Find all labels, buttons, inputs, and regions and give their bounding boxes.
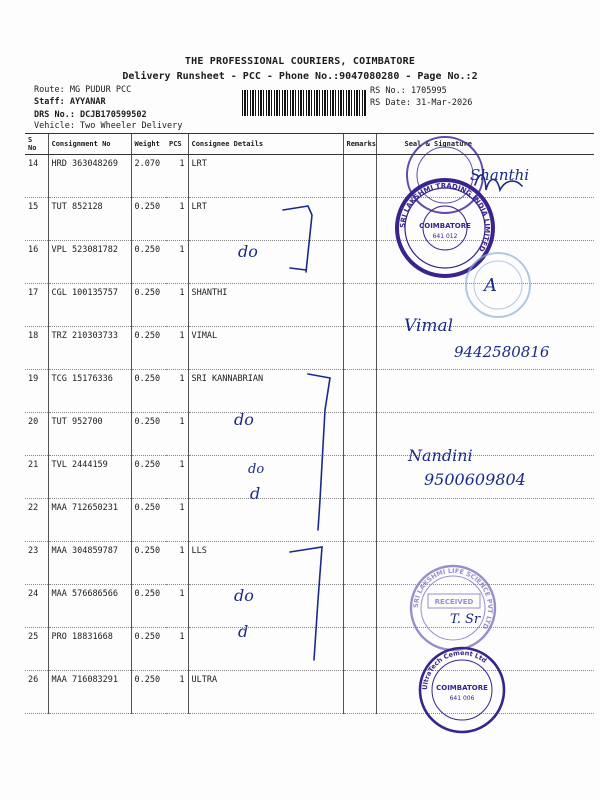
- stamp-lakshmi-2: [397, 180, 493, 276]
- cell-sno: 26: [25, 671, 48, 714]
- phone-row-18: 9442580816: [454, 343, 550, 361]
- cell-sno: 22: [25, 499, 48, 542]
- cell-consignee: LRT: [188, 198, 343, 241]
- cell-sno: 19: [25, 370, 48, 413]
- rs-number: RS No.: 1705995: [370, 86, 447, 96]
- col-consignee: Consignee Details: [188, 134, 343, 155]
- cell-consignment: TVL 2444159: [48, 456, 131, 499]
- cell-pcs: 1: [166, 370, 188, 413]
- cell-pcs: 1: [166, 284, 188, 327]
- drs-number: DRS No.: DCJB170599502: [34, 110, 147, 120]
- col-remarks: Remarks: [343, 134, 376, 155]
- cell-consignment: MAA 576686566: [48, 585, 131, 628]
- stamp-science: [411, 566, 495, 650]
- cell-pcs: 1: [166, 155, 188, 198]
- cell-sno: 25: [25, 628, 48, 671]
- cell-consignment: VPL 523081782: [48, 241, 131, 284]
- cell-pcs: 1: [166, 585, 188, 628]
- cell-consignment: PRO 18831668: [48, 628, 131, 671]
- cell-sno: 17: [25, 284, 48, 327]
- cell-consignment: MAA 716083291: [48, 671, 131, 714]
- signature-row-18: Vimal: [404, 316, 454, 336]
- stamp-science-center: RECEIVED: [434, 598, 474, 606]
- cell-pcs: 1: [166, 671, 188, 714]
- cell-consignee: LRT: [188, 155, 343, 198]
- cell-weight: 0.250: [131, 284, 166, 327]
- col-sno: S No: [25, 134, 48, 155]
- cell-sno: 24: [25, 585, 48, 628]
- stamp-ultratech-pin: 641 006: [449, 695, 475, 702]
- staff-label: Staff: AYYANAR: [34, 97, 106, 107]
- cell-weight: 0.250: [131, 413, 166, 456]
- cell-weight: 0.250: [131, 671, 166, 714]
- cell-pcs: 1: [166, 198, 188, 241]
- cell-weight: 0.250: [131, 456, 166, 499]
- cell-pcs: 1: [166, 542, 188, 585]
- document-title: THE PROFESSIONAL COURIERS, COIMBATORE: [184, 56, 416, 67]
- cell-pcs: 1: [166, 413, 188, 456]
- cell-consignee: ULTRA: [188, 671, 343, 714]
- cell-consignment: TUT 852128: [48, 198, 131, 241]
- cell-consignee: LLS: [188, 542, 343, 585]
- handwriting-ditto-d2: d: [238, 622, 249, 641]
- cell-pcs: 1: [166, 628, 188, 671]
- cell-sno: 15: [25, 198, 48, 241]
- cell-consignee: SRI KANNABRIAN: [188, 370, 343, 413]
- signature-row-14: Shanthi: [470, 166, 530, 184]
- col-consignment: Consignment No: [48, 134, 131, 155]
- stamp-lakshmi-outer: SRI LAKSHMI TRADING INDIA LIMITED: [398, 181, 492, 253]
- cell-consignment: CGL 100135757: [48, 284, 131, 327]
- stamp-science-outer: SRI LAKSHMI LIFE SCIENCE PVT LTD: [411, 566, 495, 631]
- rs-date: RS Date: 31-Mar-2026: [370, 98, 473, 108]
- stamp-ultratech: [420, 648, 504, 732]
- document-subtitle: Delivery Runsheet - PCC - Phone No.:9047080280 - Page No.:2: [122, 71, 478, 82]
- cell-sno: 20: [25, 413, 48, 456]
- cell-weight: 0.250: [131, 370, 166, 413]
- cell-consignment: MAA 712650231: [48, 499, 131, 542]
- stamp-ultratech-center: COIMBATORE: [436, 684, 488, 692]
- cell-consignment: TRZ 210303733: [48, 327, 131, 370]
- stamp-lakshmi-pin: 641 012: [432, 233, 458, 240]
- cell-weight: 2.070: [131, 155, 166, 198]
- col-pcs: PCS: [166, 134, 188, 155]
- vehicle-label: Vehicle: Two Wheeler Delivery: [34, 121, 183, 131]
- signature-row-17: A: [484, 275, 497, 296]
- cell-sno: 14: [25, 155, 48, 198]
- cell-weight: 0.250: [131, 585, 166, 628]
- cell-consignment: HRD 363048269: [48, 155, 131, 198]
- handwriting-ditto-3: do: [248, 462, 265, 477]
- handwriting-ditto-d1: d: [250, 484, 261, 503]
- cell-pcs: 1: [166, 499, 188, 542]
- stamp-lakshmi-center: COIMBATORE: [419, 222, 471, 230]
- cell-consignment: MAA 304859787: [48, 542, 131, 585]
- cell-weight: 0.250: [131, 241, 166, 284]
- cell-weight: 0.250: [131, 499, 166, 542]
- cell-sno: 18: [25, 327, 48, 370]
- handwriting-ditto-1: do: [238, 242, 258, 261]
- cell-weight: 0.250: [131, 327, 166, 370]
- cell-sno: 16: [25, 241, 48, 284]
- cell-weight: 0.250: [131, 542, 166, 585]
- col-weight: Weight: [131, 134, 166, 155]
- cell-sno: 23: [25, 542, 48, 585]
- stamp-light: [466, 253, 530, 317]
- stamp-ultratech-outer: UltraTech Cement Ltd: [420, 648, 489, 691]
- cell-weight: 0.250: [131, 198, 166, 241]
- cell-consignee: SHANTHI: [188, 284, 343, 327]
- handwriting-ditto-4: do: [234, 586, 254, 605]
- cell-consignment: TUT 952700: [48, 413, 131, 456]
- signature-row-21: Nandini: [408, 446, 473, 465]
- cell-consignment: TCG 15176336: [48, 370, 131, 413]
- cell-pcs: 1: [166, 456, 188, 499]
- cell-consignee: VIMAL: [188, 327, 343, 370]
- cell-weight: 0.250: [131, 628, 166, 671]
- handwriting-ditto-2: do: [234, 410, 254, 429]
- col-seal: Seal & Signature: [376, 134, 594, 155]
- signature-row-25: T. Sr: [450, 612, 481, 627]
- cell-sno: 21: [25, 456, 48, 499]
- cell-pcs: 1: [166, 327, 188, 370]
- cell-pcs: 1: [166, 241, 188, 284]
- phone-row-21: 9500609804: [424, 470, 526, 489]
- route-label: Route: MG PUDUR PCC: [34, 85, 132, 95]
